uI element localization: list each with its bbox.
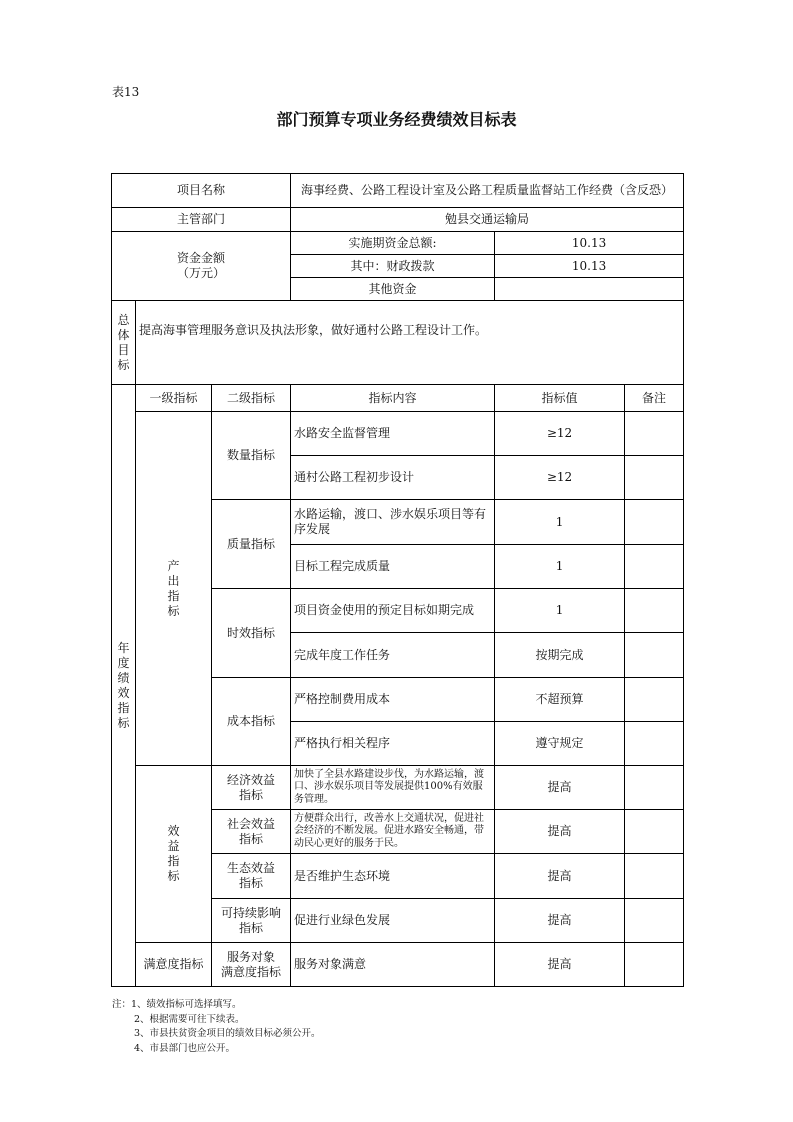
- satisfaction-indicator-label: 满意度指标: [136, 943, 212, 987]
- remark-cell: [625, 899, 684, 943]
- fund-total-row: [112, 232, 684, 255]
- table-row: [112, 943, 684, 987]
- quality-indicator-label: 质量指标: [212, 500, 291, 589]
- output-indicator-label: 产 出 指 标: [136, 412, 212, 766]
- service-satisfaction-label: 服务对象 满意度指标: [212, 943, 291, 987]
- dept-row: [112, 208, 684, 232]
- annual-indicator-label: 年 度 绩 效 指 标: [112, 385, 136, 987]
- header-content: 指标内容: [291, 385, 495, 412]
- sustainable-impact-label: 可持续影响 指标: [212, 899, 291, 943]
- indicator-value: ≥12: [495, 456, 625, 500]
- indicator-content: 严格执行相关程序: [291, 722, 495, 766]
- benefit-indicator-label: 效 益 指 标: [136, 766, 212, 943]
- quantity-indicator-label: 数量指标: [212, 412, 291, 500]
- indicator-content: 服务对象满意: [291, 943, 495, 987]
- indicator-value: 提高: [495, 766, 625, 810]
- remark-cell: [625, 943, 684, 987]
- indicator-value: 按期完成: [495, 633, 625, 678]
- table-row: [112, 412, 684, 456]
- indicator-content: 水路运输，渡口、涉水娱乐项目等有序发展: [291, 500, 495, 545]
- fiscal-value: 10.13: [495, 255, 684, 278]
- fiscal-label: 其中：财政拨款: [291, 255, 495, 278]
- indicator-content: 目标工程完成质量: [291, 545, 495, 589]
- header-remark: 备注: [625, 385, 684, 412]
- header-value: 指标值: [495, 385, 625, 412]
- project-name-label: 项目名称: [112, 174, 291, 208]
- cost-indicator-label: 成本指标: [212, 678, 291, 766]
- fund-label: 资金金额 （万元）: [112, 232, 291, 301]
- indicator-value: 1: [495, 589, 625, 633]
- remark-cell: [625, 500, 684, 545]
- footnote-line: 3、市县扶贫资金项目的绩效目标必须公开。: [134, 1028, 321, 1039]
- footnote-line: 4、市县部门也应公开。: [134, 1042, 236, 1054]
- overall-goal-label: 总 体 目 标: [112, 301, 136, 385]
- indicator-content: 加快了全县水路建设步伐，为水路运输，渡口、涉水娱乐项目等发展提供100%有效服务管理。: [291, 766, 495, 810]
- header-level1: 一级指标: [136, 385, 212, 412]
- indicator-content: 严格控制费用成本: [291, 678, 495, 722]
- page-title: 部门预算专项业务经费绩效目标表: [276, 110, 517, 129]
- economic-benefit-label: 经济效益 指标: [212, 766, 291, 810]
- indicator-content: 完成年度工作任务: [291, 633, 495, 678]
- other-fund-label: 其他资金: [291, 278, 495, 301]
- indicator-content: 通村公路工程初步设计: [291, 456, 495, 500]
- remark-cell: [625, 456, 684, 500]
- indicator-content: 促进行业绿色发展: [291, 899, 495, 943]
- timeliness-indicator-label: 时效指标: [212, 589, 291, 678]
- table-row: [112, 766, 684, 810]
- overall-goal-text: 提高海事管理服务意识及执法形象，做好通村公路工程设计工作。: [136, 301, 684, 385]
- remark-cell: [625, 545, 684, 589]
- indicator-value: 1: [495, 545, 625, 589]
- remark-cell: [625, 854, 684, 899]
- project-name-row: [112, 174, 684, 208]
- indicator-value: ≥12: [495, 412, 625, 456]
- footnote-line: 注：1、绩效指标可选择填写。: [112, 999, 242, 1010]
- dept-label: 主管部门: [112, 208, 291, 232]
- header-level2: 二级指标: [212, 385, 291, 412]
- total-fund-value: 10.13: [495, 232, 684, 255]
- indicator-content: 项目资金使用的预定目标如期完成: [291, 589, 495, 633]
- remark-cell: [625, 633, 684, 678]
- indicator-value: 遵守规定: [495, 722, 625, 766]
- indicator-value: 提高: [495, 899, 625, 943]
- footnotes: [112, 998, 321, 1056]
- overall-goal-row: [112, 301, 684, 385]
- indicator-content: 水路安全监督管理: [291, 412, 495, 456]
- total-fund-label: 实施期资金总额:: [291, 232, 495, 255]
- other-fund-value: [495, 278, 684, 301]
- remark-cell: [625, 412, 684, 456]
- performance-table: [111, 173, 684, 987]
- ecological-benefit-label: 生态效益 指标: [212, 854, 291, 899]
- remark-cell: [625, 722, 684, 766]
- dept-value: 勉县交通运输局: [291, 208, 684, 232]
- indicator-value: 提高: [495, 854, 625, 899]
- social-benefit-label: 社会效益 指标: [212, 810, 291, 854]
- indicator-value: 提高: [495, 943, 625, 987]
- indicator-value: 1: [495, 500, 625, 545]
- remark-cell: [625, 678, 684, 722]
- indicator-value: 提高: [495, 810, 625, 854]
- remark-cell: [625, 589, 684, 633]
- table-number: 表13: [112, 85, 140, 99]
- footnote-line: 2、根据需要可往下续表。: [134, 1013, 245, 1025]
- project-name-value: 海事经费、公路工程设计室及公路工程质量监督站工作经费（含反恐）: [291, 174, 684, 208]
- annual-header-row: [112, 385, 684, 412]
- indicator-content: 是否维护生态环境: [291, 854, 495, 899]
- indicator-content: 方便群众出行，改善水上交通状况，促进社会经济的不断发展。促进水路安全畅通，带动民心更好的服务于民。: [291, 810, 495, 854]
- remark-cell: [625, 766, 684, 810]
- remark-cell: [625, 810, 684, 854]
- indicator-value: 不超预算: [495, 678, 625, 722]
